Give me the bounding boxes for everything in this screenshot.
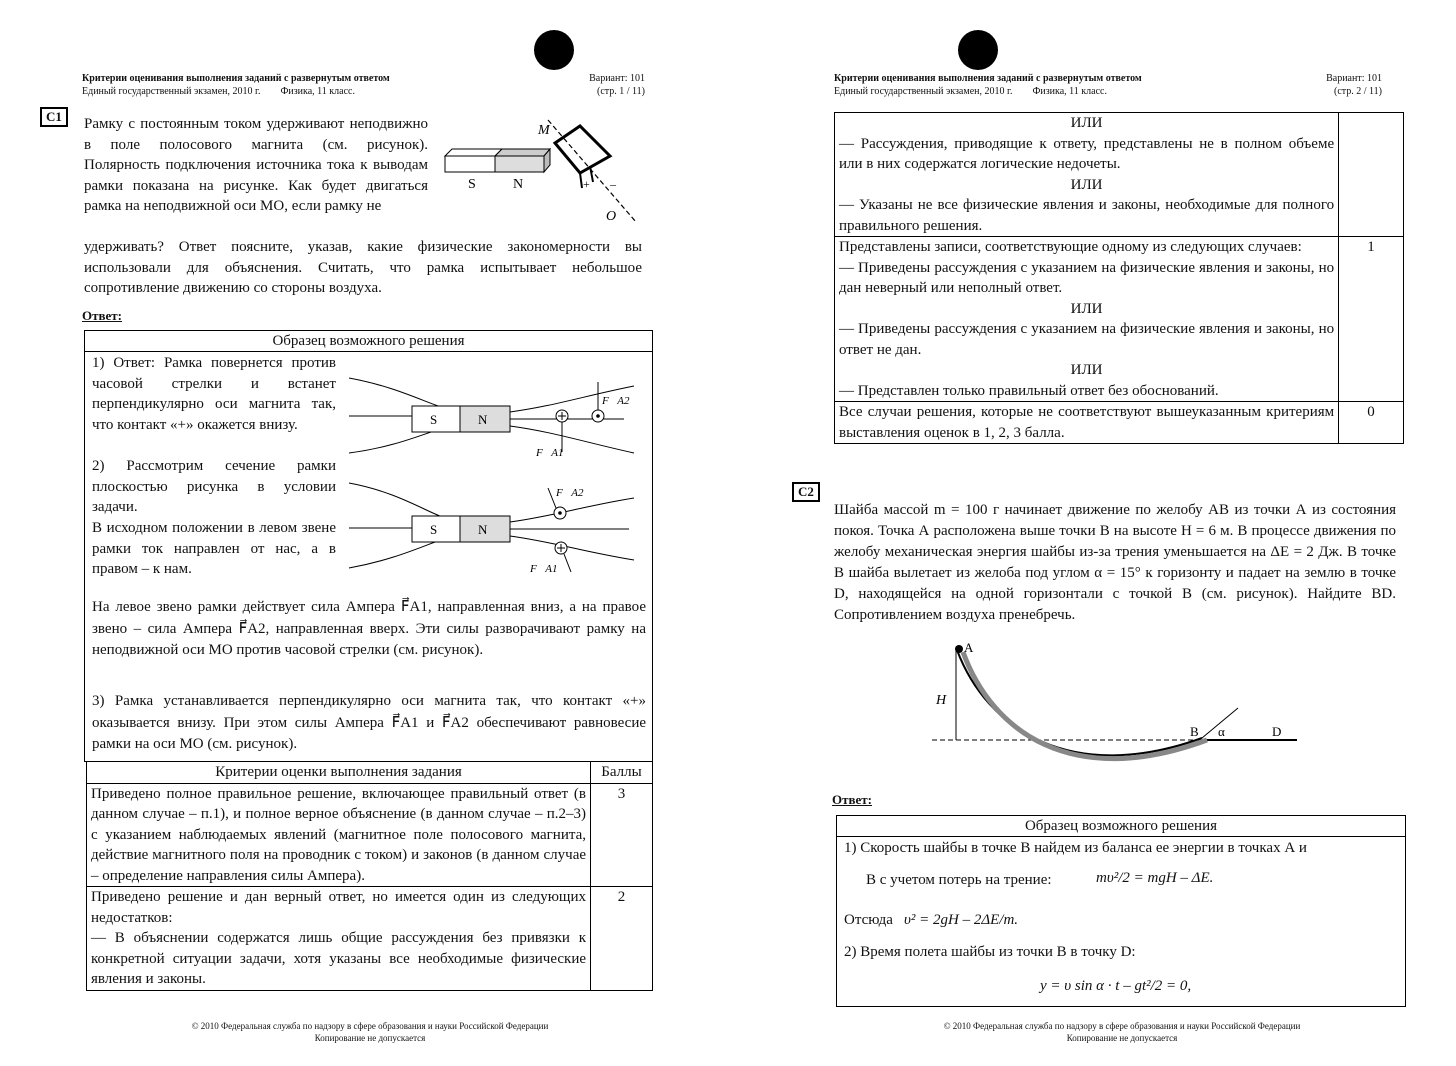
or-separator: ИЛИ — [1070, 300, 1103, 317]
fig-label-s: S — [468, 177, 476, 192]
registration-dot — [534, 30, 574, 70]
c2-figure — [932, 640, 1302, 780]
exam-name: Единый государственный экзамен, 2010 г. — [834, 86, 1013, 97]
table-row — [835, 113, 1404, 237]
table-row — [835, 237, 1404, 402]
fig-label-m: M — [538, 123, 550, 138]
fig-label-a: A — [964, 640, 974, 655]
row2-item3: — Указаны не все физические явления и законы, необходимые для полного правильного решения. — [839, 197, 1335, 234]
c1-text-bottom: удерживать? Ответ поясните, указав, какие физические закономерности вы использовали для объяснения. Считать, что рамка испытывает небольшое сопротивление движению со стороны воздуха. — [84, 239, 642, 296]
answer-label: Ответ: — [832, 792, 873, 807]
diag1-label-fa2: F⃗A2 — [602, 395, 630, 407]
subject: Физика, 11 класс. — [280, 86, 355, 97]
fig-label-b: B — [1190, 724, 1199, 739]
fig-label-alpha: α — [1218, 724, 1225, 739]
page-right — [752, 0, 1452, 1066]
diag2-label-fa1: F⃗A1 — [530, 563, 558, 575]
registration-dot — [958, 30, 998, 70]
sol-step1: 1) Ответ: Рамка повернется против часовой стрелки и встанет перпендикулярно оси магнита так, что контакт «+» окажется внизу. — [92, 355, 336, 434]
table-row — [835, 402, 1404, 444]
fig-label-o: O — [606, 209, 617, 224]
exam-name: Единый государственный экзамен, 2010 г. — [82, 86, 261, 97]
criteria-row-3: Приведено полное правильное решение, включающее правильный ответ (в данном случае – п.1), и полное верное объяснение (в данном случае – п.2–3) с указанием наблюдаемых явлений (магнитное поле полосового магнита, действие магнитного поля на проводник с током) и законов (в данном случае – определение направления силы Ампера). — [87, 783, 591, 887]
page-header — [834, 72, 1274, 98]
field-diagrams — [344, 368, 644, 578]
c2-text: Шайба массой m = 100 г начинает движение по желобу АВ из точки А из состояния покоя. Точка А расположена выше точки В на высоте H = 6 м. В процессе движения по желобу механическая энергия шайбы из-за трения уменьшается на ΔE = 2 Дж. В точке В шайба вылетает из желоба под углом α = 15° к горизонту и падает на землю в точке D, находящейся на одной горизонтали с точкой В (см. рисунок). Найдите BD. Сопротивлением воздуха пренебречь. — [834, 502, 1396, 623]
fig-label-d: D — [1272, 724, 1282, 739]
row1-item2: — Приведены рассуждения с указанием на физические явления и законы, но ответ не дан. — [839, 321, 1335, 358]
diag1-label-n: N — [478, 412, 488, 427]
or-separator: ИЛИ — [1070, 362, 1103, 378]
solution-title: Образец возможного решения — [85, 331, 652, 352]
row2-item2: — Рассуждения, приводящие к ответу, представлены не в полном объеме или в них содержатся логические недочеты. — [839, 135, 1335, 172]
criteria-table-continued — [834, 112, 1404, 444]
footer-note: Копирование не допускается — [1066, 1033, 1178, 1043]
footer-copyright: © 2010 Федеральная служба по надзору в сфере образования и науки Российской Федерации — [191, 1021, 549, 1031]
page-header — [82, 72, 522, 98]
score-0: 0 — [1339, 402, 1404, 444]
question-label-c1: С1 — [40, 107, 68, 127]
fig-label-minus: – — [610, 177, 616, 191]
diag1-label-fa1: F⃗A1 — [536, 447, 564, 459]
variant: Вариант: 101 — [589, 73, 645, 84]
table-row — [87, 783, 653, 887]
page-left — [0, 0, 700, 1066]
variant: Вариант: 101 — [1326, 73, 1382, 84]
sol-step2: 2) Рассмотрим сечение рамки плоскостью рисунка в условии задачи. — [92, 458, 336, 516]
answer-label: Ответ: — [82, 308, 123, 323]
diag1-label-s: S — [430, 412, 438, 427]
page-header-right — [545, 72, 645, 98]
table-row — [87, 887, 653, 991]
criteria-row-2-cont — [835, 113, 1339, 237]
criteria-header: Критерии оценки выполнения задания — [87, 762, 591, 784]
diag2-label-s: S — [430, 522, 438, 537]
footer-copyright: © 2010 Федеральная служба по надзору в сфере образования и науки Российской Федерации — [943, 1021, 1301, 1031]
points-header: Баллы — [591, 762, 653, 784]
sol-step2b: В исходном положении в левом звене рамки ток направлен от нас, а в правом – к нам. — [92, 520, 336, 578]
page-header-right — [1286, 72, 1382, 98]
c2-step1-line1: 1) Скорость шайбы в точке В найдем из баланса ее энергии в точках А и — [844, 840, 1307, 856]
sol-step3: 3) Рамка устанавливается перпендикулярно оси магнита так, что контакт «+» оказывается внизу. При этом силы Ампера F⃗A1 и F⃗A2 обеспечивают равновесие рамки на оси МО (см. рисунок). — [92, 693, 646, 752]
criteria-row-0: Все случаи решения, которые не соответствуют вышеуказанным критериям выставления оценок в 1, 2, 3 балла. — [835, 402, 1339, 444]
subject: Физика, 11 класс. — [1032, 86, 1107, 97]
solution-title: Образец возможного решения — [837, 816, 1405, 837]
footer — [70, 1020, 670, 1044]
score-3: 3 — [591, 783, 653, 887]
fig-label-h: H — [936, 693, 947, 708]
question-label-c2: С2 — [792, 482, 820, 502]
equation-prefix: Отсюда — [844, 912, 893, 928]
criteria-title: Критерии оценивания выполнения заданий с развернутым ответом — [834, 73, 1142, 84]
equation-flight: y = υ sin α · t – gt²/2 = 0, — [1040, 978, 1192, 994]
diag2-label-n: N — [478, 522, 488, 537]
criteria-table — [86, 761, 653, 991]
criteria-row-2 — [87, 887, 591, 991]
criteria-title: Критерии оценивания выполнения заданий с развернутым ответом — [82, 73, 390, 84]
fig-label-n: N — [513, 177, 524, 192]
score-2: 2 — [591, 887, 653, 991]
row2-intro: Приведено решение и дан верный ответ, но имеется один из следующих недостатков: — [91, 889, 587, 926]
score-1: 1 — [1339, 237, 1404, 402]
equation-energy: mυ²/2 = mgH – ΔE. — [1096, 870, 1214, 886]
page-number: (стр. 2 / 11) — [1334, 86, 1382, 97]
row2-item1: — В объяснении содержатся лишь общие рассуждения без привязки к конкретной ситуации задачи, хотя указаны все необходимые физические явления и законы. — [91, 930, 587, 987]
row1-item1: — Приведены рассуждения с указанием на физические явления и законы, но дан неверный или неполный ответ. — [839, 259, 1335, 296]
c2-step1-line2: В с учетом потерь на трение: — [866, 872, 1052, 888]
page-number: (стр. 1 / 11) — [597, 86, 645, 97]
or-separator: ИЛИ — [1070, 115, 1103, 131]
c1-figure — [440, 118, 650, 228]
footer — [822, 1020, 1422, 1044]
c2-step2: 2) Время полета шайбы из точки В в точку D: — [844, 944, 1136, 960]
fig-label-plus: + — [583, 177, 590, 191]
row1-intro: Представлены записи, соответствующие одному из следующих случаев: — [839, 239, 1302, 255]
or-separator: ИЛИ — [1070, 176, 1103, 193]
equation-velocity: υ² = 2gH – 2ΔE/m. — [904, 912, 1019, 928]
c1-text-top: Рамку с постоянным током удерживают неподвижно в поле полосового магнита (см. рисунок). Полярность подключения источника тока к выводам рамки показана на рисунке. Как будет двигаться рамка на неподвижной оси МО, если рамку не — [84, 116, 428, 214]
criteria-row-1 — [835, 237, 1339, 402]
diag2-label-fa2: F⃗A2 — [556, 487, 584, 499]
sol-explanation: На левое звено рамки действует сила Ампера F⃗A1, направленная вниз, а на правое звено – сила Ампера F⃗A2, направленная вверх. Эти силы разворачивают рамку на неподвижной оси МО против часовой стрелки (см. рисунок). — [92, 599, 646, 658]
footer-note: Копирование не допускается — [314, 1033, 426, 1043]
row1-item3: — Представлен только правильный ответ без обоснований. — [839, 382, 1219, 399]
